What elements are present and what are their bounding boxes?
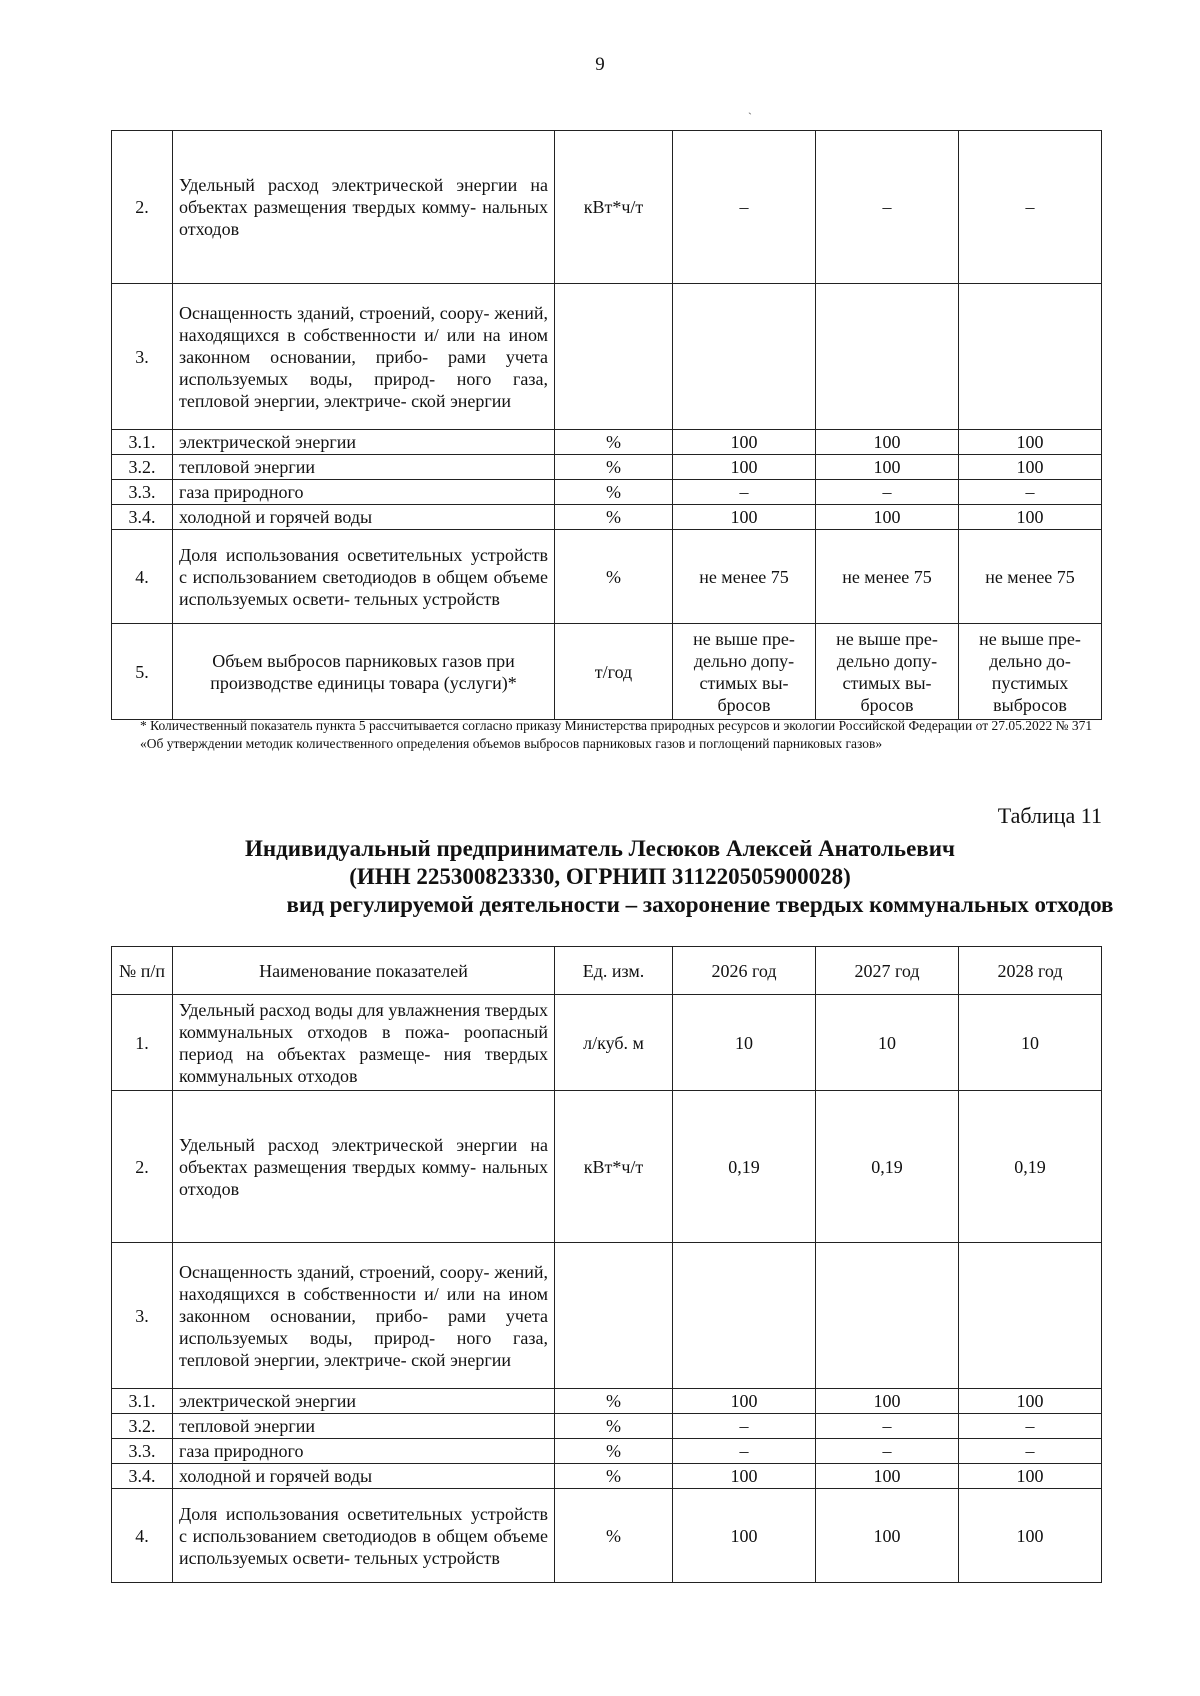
unit-cell: т/год (555, 624, 673, 720)
unit-cell: % (555, 455, 673, 480)
value-2028: – (959, 1439, 1102, 1464)
unit-cell: % (555, 430, 673, 455)
indicator-name: Удельный расход электрической энергии на объектах размещения твердых комму- нальных отходов (173, 1091, 555, 1243)
value-2026: 100 (673, 455, 816, 480)
value-2026: 100 (673, 1489, 816, 1583)
top-indicators-table (111, 130, 1102, 720)
value-2027: – (816, 131, 959, 284)
unit-cell: кВт*ч/т (555, 1091, 673, 1243)
indicator-name: Доля использования осветительных устройств с использованием светодиодов в общем объеме используемых освети- тельных устройств (173, 1489, 555, 1583)
row-number: 3.2. (112, 1414, 173, 1439)
row-number: 3.1. (112, 1389, 173, 1414)
table-row (112, 1243, 1102, 1389)
row-number: 2. (112, 1091, 173, 1243)
value-2028: 100 (959, 1489, 1102, 1583)
unit-cell: % (555, 1489, 673, 1583)
value-2028 (959, 284, 1102, 430)
value-2027: – (816, 1439, 959, 1464)
indicator-name: Оснащенность зданий, строений, соору- жений, находящихся в собственности и/ или на ином законном основании, прибо- рами учета используемых воды, природ- ного газа, тепловой энергии, электриче- ской энергии (173, 1243, 555, 1389)
unit-cell (555, 284, 673, 430)
value-2027 (816, 284, 959, 430)
value-2028: – (959, 480, 1102, 505)
table-row (112, 284, 1102, 430)
page-number: 9 (595, 54, 605, 75)
unit-cell: кВт*ч/т (555, 131, 673, 284)
header-2027: 2027 год (816, 947, 959, 995)
value-2028: – (959, 131, 1102, 284)
value-2026: 100 (673, 1464, 816, 1489)
value-2028: 10 (959, 995, 1102, 1091)
table-row (112, 530, 1102, 624)
unit-cell: л/куб. м (555, 995, 673, 1091)
row-number: 3.2. (112, 455, 173, 480)
unit-cell: % (555, 1389, 673, 1414)
value-2027: – (816, 1414, 959, 1439)
value-2027: не менее 75 (816, 530, 959, 624)
header-number: № п/п (112, 947, 173, 995)
row-number: 3. (112, 1243, 173, 1389)
value-2028: 100 (959, 505, 1102, 530)
activity-type: вид регулируемой деятельности – захоронение твердых коммунальных отходов (286, 892, 1114, 917)
value-2026: 0,19 (673, 1091, 816, 1243)
value-2028: 100 (959, 455, 1102, 480)
indicator-name: газа природного (173, 480, 555, 505)
row-number: 3.3. (112, 480, 173, 505)
table-row (112, 995, 1102, 1091)
indicator-name: холодной и горячей воды (173, 1464, 555, 1489)
table-row (112, 455, 1102, 480)
value-2027: не выше пре- дельно допу- стимых вы- бросов (816, 624, 959, 720)
value-2026: 100 (673, 505, 816, 530)
indicator-name: Удельный расход воды для увлажнения твердых коммунальных отходов в пожа- роопасный период на объектах размеще- ния твердых коммунальных отходов (173, 995, 555, 1091)
value-2028: 0,19 (959, 1091, 1102, 1243)
row-number: 3. (112, 284, 173, 430)
scan-mark: ` (748, 110, 752, 124)
unit-cell: % (555, 530, 673, 624)
row-number: 2. (112, 131, 173, 284)
row-number: 3.4. (112, 505, 173, 530)
value-2026 (673, 1243, 816, 1389)
row-number: 3.1. (112, 430, 173, 455)
unit-cell (555, 1243, 673, 1389)
value-2026: – (673, 480, 816, 505)
value-2028: 100 (959, 430, 1102, 455)
indicator-name: газа природного (173, 1439, 555, 1464)
value-2028 (959, 1243, 1102, 1389)
value-2028: 100 (959, 1464, 1102, 1489)
value-2028: 100 (959, 1389, 1102, 1414)
row-number: 4. (112, 1489, 173, 1583)
value-2026: – (673, 131, 816, 284)
table-row (112, 1439, 1102, 1464)
indicator-name: тепловой энергии (173, 455, 555, 480)
entity-ids: (ИНН 225300823330, ОГРНИП 311220505900028) (349, 864, 851, 889)
value-2028: не выше пре- дельно до- пустимых выбросов (959, 624, 1102, 720)
unit-cell: % (555, 1439, 673, 1464)
row-number: 3.4. (112, 1464, 173, 1489)
header-name: Наименование показателей (173, 947, 555, 995)
value-2026: 10 (673, 995, 816, 1091)
table-row (112, 1389, 1102, 1414)
table-row (112, 131, 1102, 284)
header-unit: Ед. изм. (555, 947, 673, 995)
indicator-name: тепловой энергии (173, 1414, 555, 1439)
indicator-name: электрической энергии (173, 430, 555, 455)
header-row (112, 947, 1102, 995)
indicator-name: Объем выбросов парниковых газов при производстве единицы товара (услуги)* (173, 624, 555, 720)
header-2026: 2026 год (673, 947, 816, 995)
value-2027: 100 (816, 505, 959, 530)
value-2026: – (673, 1439, 816, 1464)
indicator-name: холодной и горячей воды (173, 505, 555, 530)
value-2028: не менее 75 (959, 530, 1102, 624)
unit-cell: % (555, 1414, 673, 1439)
table-row (112, 1489, 1102, 1583)
unit-cell: % (555, 1464, 673, 1489)
indicator-name: Удельный расход электрической энергии на объектах размещения твердых комму- нальных отходов (173, 131, 555, 284)
value-2026: не менее 75 (673, 530, 816, 624)
value-2027: 0,19 (816, 1091, 959, 1243)
value-2026 (673, 284, 816, 430)
row-number: 5. (112, 624, 173, 720)
entity-title: Индивидуальный предприниматель Лесюков Алексей Анатольевич (245, 836, 955, 861)
table-row (112, 624, 1102, 720)
value-2026: 100 (673, 1389, 816, 1414)
value-2027: 100 (816, 1389, 959, 1414)
table-row (112, 1091, 1102, 1243)
indicator-name: электрической энергии (173, 1389, 555, 1414)
table-row (112, 1464, 1102, 1489)
value-2027: 100 (816, 1489, 959, 1583)
table-11 (111, 946, 1102, 1583)
indicator-name: Оснащенность зданий, строений, соору- жений, находящихся в собственности и/ или на ином законном основании, прибо- рами учета используемых воды, природ- ного газа, тепловой энергии, электриче- ской энергии (173, 284, 555, 430)
row-number: 1. (112, 995, 173, 1091)
value-2027: 100 (816, 430, 959, 455)
table-row (112, 1414, 1102, 1439)
value-2026: 100 (673, 430, 816, 455)
value-2027: – (816, 480, 959, 505)
value-2027: 10 (816, 995, 959, 1091)
row-number: 4. (112, 530, 173, 624)
unit-cell: % (555, 480, 673, 505)
table-row (112, 480, 1102, 505)
footnote: * Количественный показатель пункта 5 рассчитывается согласно приказу Министерства природных ресурсов и экологии Российской Федерации от 27.05.2022 № 371 «Об утверждении методик количественного определения объемов выбросов парниковых газов и поглощений парниковых газов» (140, 718, 1093, 751)
value-2027: 100 (816, 1464, 959, 1489)
value-2026: не выше пре- дельно допу- стимых вы- бросов (673, 624, 816, 720)
unit-cell: % (555, 505, 673, 530)
table-row (112, 430, 1102, 455)
table-row (112, 505, 1102, 530)
value-2027: 100 (816, 455, 959, 480)
value-2027 (816, 1243, 959, 1389)
table-caption: Таблица 11 (997, 803, 1102, 828)
value-2028: – (959, 1414, 1102, 1439)
value-2026: – (673, 1414, 816, 1439)
row-number: 3.3. (112, 1439, 173, 1464)
indicator-name: Доля использования осветительных устройств с использованием светодиодов в общем объеме используемых освети- тельных устройств (173, 530, 555, 624)
header-2028: 2028 год (959, 947, 1102, 995)
